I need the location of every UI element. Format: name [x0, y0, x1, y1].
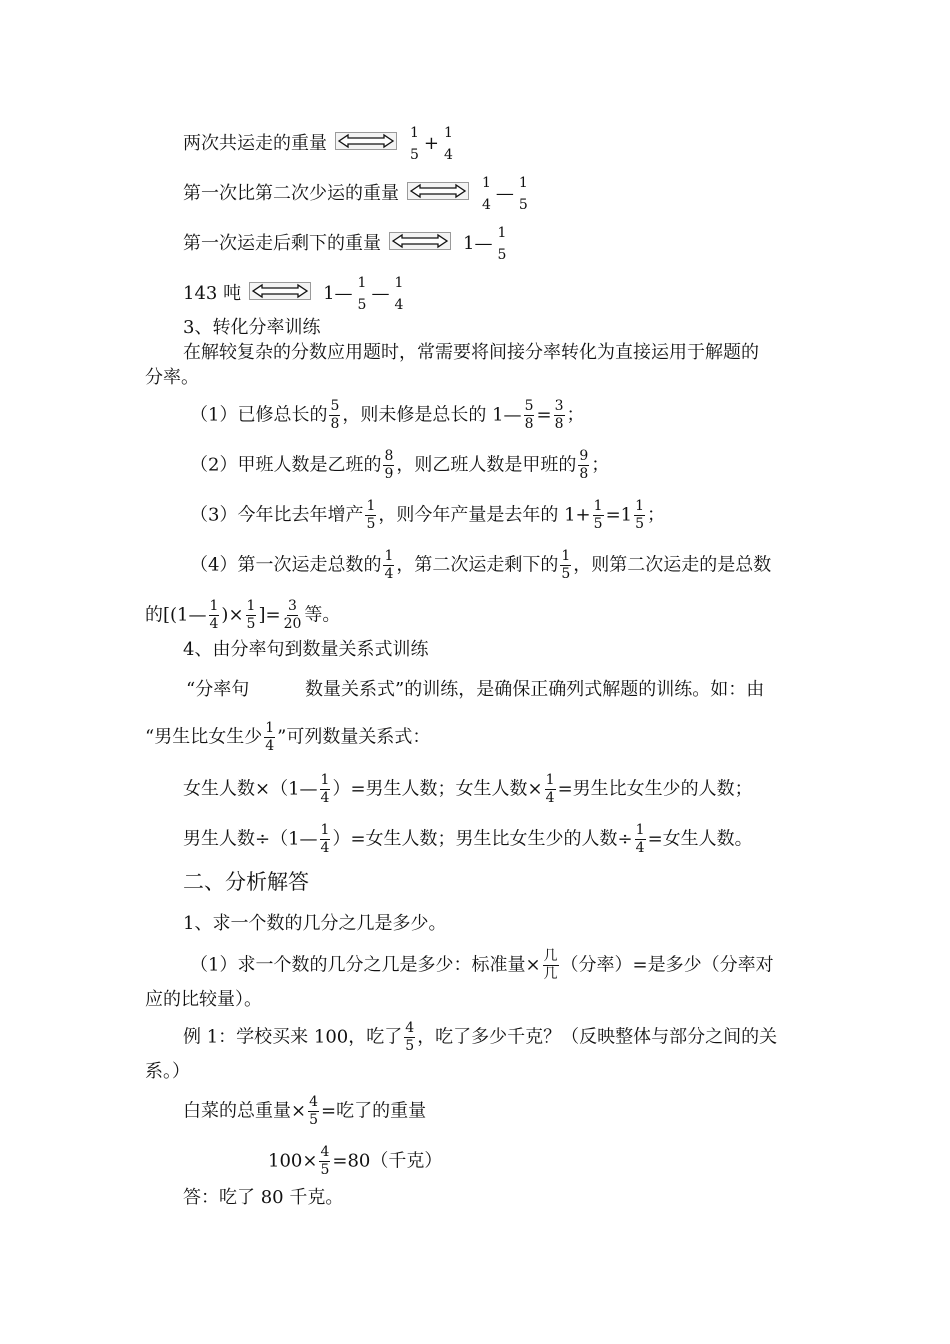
fraction-denominator: 8: [330, 416, 340, 432]
fraction: [329, 398, 340, 433]
part2-relation: [183, 1094, 426, 1129]
fraction: [545, 772, 556, 807]
fraction-denominator: 5: [635, 516, 645, 532]
fraction: [518, 172, 529, 216]
section4-line1-a: “分率句: [186, 679, 250, 700]
fraction-denominator: 4: [482, 197, 491, 213]
arrow-row-label: 第一次比第二次少运的重量: [183, 183, 399, 204]
fraction-denominator: 9: [384, 466, 394, 482]
text-segment: （1）求一个数的几分之几是多少：标准量×: [190, 954, 541, 976]
fraction: [308, 1094, 319, 1129]
arrow-row: [183, 272, 406, 316]
fraction-denominator: 5: [320, 1162, 330, 1178]
section4-line1-b: 数量关系式”的训练，是确保正确列式解题的训练。如：由: [305, 679, 765, 700]
fraction: [496, 222, 507, 266]
fraction-numerator: 1: [394, 275, 404, 291]
text-segment: 100×: [268, 1150, 318, 1172]
text-segment: =: [536, 404, 552, 426]
fraction-denominator: 4: [394, 297, 404, 313]
text-segment: ；: [566, 404, 585, 426]
fraction: [246, 598, 257, 633]
fraction-denominator: 5: [410, 147, 419, 163]
section3-item4-line2: [145, 598, 340, 633]
text-segment: （4）第一次运走总数的: [190, 554, 382, 576]
fraction-numerator: 1: [366, 498, 376, 514]
fraction-numerator: 几: [543, 948, 558, 964]
part2-sub1: 1、求一个数的几分之几是多少。: [183, 913, 447, 934]
fraction-numerator: 1: [482, 175, 491, 191]
fraction: [578, 448, 589, 483]
fraction: [383, 548, 394, 583]
text-segment: ，则未修是总长的 1—: [342, 404, 522, 426]
section3-item3: [190, 498, 665, 533]
text-segment: =女生人数。: [647, 828, 753, 850]
fraction: [593, 498, 604, 533]
fraction-numerator: 1: [265, 720, 275, 736]
fraction: [560, 548, 571, 583]
fraction: [365, 498, 376, 533]
text-segment: 等。: [304, 604, 341, 626]
text-segment: ”可列数量关系式：: [277, 726, 431, 748]
fraction-numerator: 1: [209, 598, 219, 614]
text-segment: 男生人数÷（1—: [183, 828, 318, 850]
fraction-denominator: 8: [524, 416, 534, 432]
fraction-numerator: 5: [330, 398, 340, 414]
fraction-numerator: 5: [524, 398, 534, 414]
fraction-denominator: 4: [320, 840, 330, 856]
math-operator: +: [423, 133, 440, 154]
fraction-denominator: 4: [265, 738, 275, 754]
text-segment: =80（千克）: [332, 1150, 443, 1172]
fraction-denominator: 几: [543, 966, 558, 982]
fraction-denominator: 8: [579, 466, 589, 482]
fraction: [554, 398, 565, 433]
fraction-numerator: 4: [309, 1094, 319, 1110]
double-arrow-icon: [335, 132, 397, 157]
fraction: [393, 272, 404, 316]
text-segment: ；: [647, 504, 666, 526]
text-segment: ）=男生人数；女生人数×: [332, 778, 543, 800]
fraction-denominator: 5: [518, 197, 528, 213]
fraction-denominator: 5: [246, 616, 256, 632]
fraction-numerator: 1: [545, 772, 555, 788]
fraction-denominator: 20: [283, 616, 302, 632]
text-segment: ，则乙班人数是甲班的: [396, 454, 577, 476]
fraction-denominator: 4: [209, 616, 219, 632]
text-segment: （3）今年比去年增产: [190, 504, 364, 526]
fraction: [635, 822, 646, 857]
fraction: [283, 598, 303, 633]
fraction: [443, 122, 454, 166]
fraction-numerator: 1: [410, 125, 419, 141]
arrow-row: [183, 222, 509, 266]
section3-para-line1: 在解较复杂的分数应用题时，常需要将间接分率转化为直接运用于解题的: [183, 342, 759, 363]
fraction-denominator: 5: [593, 516, 603, 532]
fraction-numerator: 1: [444, 125, 453, 141]
fraction-numerator: 1: [635, 498, 645, 514]
text-segment: ）=女生人数；男生比女生少的人数÷: [332, 828, 633, 850]
text-segment: 白菜的总重量×: [183, 1100, 307, 1122]
section3-item2: [190, 448, 609, 483]
arrow-row-label: 两次共运走的重量: [183, 133, 327, 154]
fraction-numerator: 4: [405, 1020, 415, 1036]
fraction-denominator: 5: [561, 566, 571, 582]
fraction: [264, 720, 275, 755]
fraction: [543, 948, 559, 983]
arrow-row: [183, 172, 531, 216]
fraction: [404, 1020, 415, 1055]
section4-title: 4、由分率句到数量关系式训练: [183, 639, 429, 660]
fraction-denominator: 5: [497, 247, 507, 263]
math-operator: —: [371, 283, 390, 304]
fraction: [634, 498, 645, 533]
fraction-numerator: 1: [320, 822, 330, 838]
section4-line3: [183, 772, 753, 807]
fraction: [481, 172, 492, 216]
text-segment: ；: [591, 454, 610, 476]
fraction: [383, 448, 394, 483]
fraction-numerator: 1: [320, 772, 330, 788]
fraction-denominator: 8: [554, 416, 564, 432]
part2-calc: [268, 1144, 442, 1179]
fraction-numerator: 1: [635, 822, 645, 838]
fraction-denominator: 4: [635, 840, 645, 856]
fraction: [409, 122, 420, 166]
math-operator: —: [495, 183, 514, 204]
arrow-row-label: 第一次运走后剩下的重量: [183, 233, 381, 254]
fraction-denominator: 4: [444, 147, 453, 163]
fraction-numerator: 3: [288, 598, 297, 614]
fraction-denominator: 5: [309, 1112, 319, 1128]
fraction: [357, 272, 368, 316]
fraction-numerator: 4: [320, 1144, 330, 1160]
double-arrow-icon: [249, 282, 311, 307]
fraction-numerator: 1: [561, 548, 571, 564]
text-segment: 女生人数×（1—: [183, 778, 318, 800]
text-segment: ，吃了多少千克？（反映整体与部分之间的关: [417, 1026, 778, 1048]
math-operator: 1—: [323, 283, 353, 304]
fraction-denominator: 5: [366, 516, 376, 532]
fraction-denominator: 5: [357, 297, 367, 313]
math-operator: 1—: [463, 233, 493, 254]
fraction-numerator: 1: [497, 225, 507, 241]
double-arrow-icon: [407, 182, 469, 207]
fraction-numerator: 3: [554, 398, 564, 414]
section4-line2: [145, 720, 430, 755]
fraction-denominator: 4: [545, 790, 555, 806]
fraction-numerator: 1: [593, 498, 603, 514]
arrow-row-label: 143 吨: [183, 283, 242, 304]
text-segment: （2）甲班人数是乙班的: [190, 454, 382, 476]
part2-answer: 答：吃了 80 千克。: [183, 1187, 344, 1208]
text-segment: ，则第二次运走的是总数: [573, 554, 772, 576]
text-segment: （分率）=是多少（分率对: [560, 954, 774, 976]
double-arrow-icon: [389, 232, 451, 257]
part2-example-cont: 系。）: [145, 1061, 190, 1082]
text-segment: 的[(1—: [145, 604, 207, 626]
part2-item1: [190, 948, 774, 983]
section4-line4: [183, 822, 753, 857]
fraction: [209, 598, 220, 633]
text-segment: “男生比女生少: [145, 726, 263, 748]
fraction-numerator: 1: [518, 175, 528, 191]
fraction-numerator: 1: [246, 598, 256, 614]
text-segment: 例 1：学校买来 100，吃了: [183, 1026, 403, 1048]
part2-item1-cont: 应的比较量）。: [145, 989, 262, 1010]
text-segment: =吃了的重量: [321, 1100, 427, 1122]
fraction-numerator: 1: [384, 548, 394, 564]
fraction-numerator: 9: [579, 448, 589, 464]
section3-item4: [190, 548, 771, 583]
section3-para-line2: 分率。: [145, 367, 199, 388]
text-segment: =男生比女生少的人数；: [557, 778, 753, 800]
fraction-numerator: 8: [384, 448, 394, 464]
fraction: [319, 1144, 330, 1179]
text-segment: ，则今年产量是去年的 1+: [378, 504, 591, 526]
fraction-numerator: 1: [357, 275, 367, 291]
fraction-denominator: 4: [384, 566, 394, 582]
section3-title: 3、转化分率训练: [183, 317, 321, 338]
text-segment: ]=: [258, 604, 281, 626]
text-segment: =1: [605, 504, 633, 526]
section3-item1: [190, 398, 585, 433]
fraction: [320, 772, 331, 807]
part2-heading: 二、分析解答: [183, 870, 309, 894]
fraction: [320, 822, 331, 857]
part2-example: [183, 1020, 777, 1055]
fraction-denominator: 4: [320, 790, 330, 806]
arrow-row: [183, 122, 456, 166]
text-segment: ，第二次运走剩下的: [396, 554, 559, 576]
fraction: [524, 398, 535, 433]
fraction-denominator: 5: [405, 1038, 415, 1054]
text-segment: （1）已修总长的: [190, 404, 328, 426]
text-segment: )×: [221, 604, 244, 626]
